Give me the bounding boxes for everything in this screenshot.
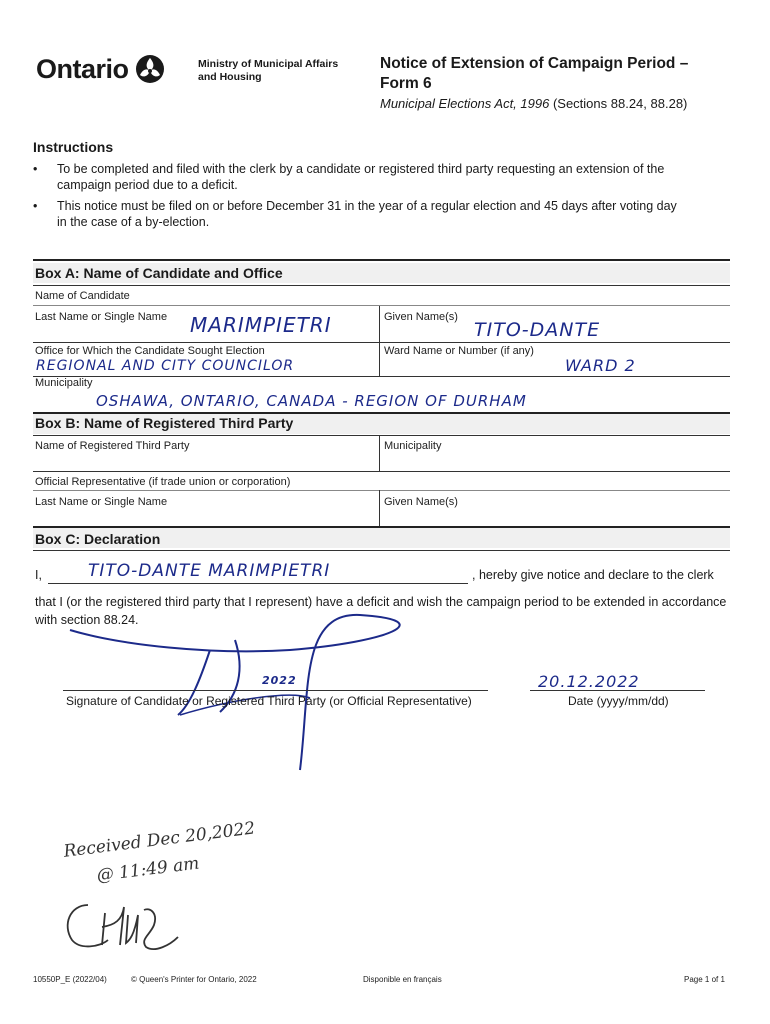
- box-a-heading: Box A: Name of Candidate and Office: [35, 265, 283, 281]
- official-rep-rule: [33, 490, 730, 491]
- last-name-field[interactable]: MARIMPIETRI: [190, 313, 332, 337]
- box-b-heading: Box B: Name of Registered Third Party: [35, 415, 294, 431]
- page-number: Page 1 of 1: [684, 975, 725, 984]
- box-a-row-rule-1: [33, 342, 730, 343]
- box-a-row-rule-2: [33, 376, 730, 377]
- box-a-header-rule: [33, 285, 730, 286]
- ministry-line-2: and Housing: [198, 71, 262, 83]
- bullet-dot: •: [33, 162, 38, 176]
- municipality-label: Municipality: [35, 377, 93, 389]
- third-party-name-label: Name of Registered Third Party: [35, 440, 190, 452]
- box-a-divider-2: [379, 342, 380, 376]
- ministry-line-1: Ministry of Municipal Affairs: [198, 58, 339, 70]
- bullet-dot: •: [33, 199, 38, 213]
- instruction-1-line-1: To be completed and filed with the clerk by a candidate or registered third party requesting an extension of the: [57, 162, 665, 176]
- declaration-line-2: with section 88.24.: [35, 613, 139, 627]
- declarant-name-field[interactable]: TITO-DANTE MARIMPIETRI: [88, 561, 331, 581]
- box-b-divider-2: [379, 490, 380, 526]
- name-of-candidate-rule: [33, 305, 730, 306]
- office-field[interactable]: REGIONAL AND CITY COUNCILOR: [36, 358, 295, 374]
- ontario-wordmark: Ontario: [36, 53, 129, 84]
- act-sections: (Sections 88.24, 88.28): [549, 96, 688, 111]
- act-name: Municipal Elections Act, 1996: [380, 96, 550, 111]
- french-availability: Disponible en français: [363, 975, 442, 984]
- trillium-icon: [135, 54, 165, 84]
- instruction-bullet-2: [33, 198, 733, 230]
- box-b-header-rule: [33, 435, 730, 436]
- received-note-line-1: Received Dec 20,2022: [62, 818, 257, 862]
- declarant-name-rule: [48, 583, 468, 584]
- box-b-row-rule-1: [33, 471, 730, 472]
- box-c-header-rule: [33, 550, 730, 551]
- instruction-bullet-1: [33, 161, 733, 193]
- copyright: © Queen's Printer for Ontario, 2022: [131, 975, 257, 984]
- instruction-1-line-2: campaign period due to a deficit.: [57, 178, 238, 192]
- declaration-line-1: that I (or the registered third party that I represent) have a deficit and wish the campaign period to be extended in accordance: [35, 595, 727, 609]
- box-a-divider-1: [379, 306, 380, 342]
- received-note-line-2: @ 11:49 am: [95, 853, 201, 886]
- clerk-initials-scribble: [60, 895, 190, 955]
- official-rep-given-names-label: Given Name(s): [384, 496, 458, 508]
- box-b-divider-1: [379, 435, 380, 471]
- date-label: Date (yyyy/mm/dd): [568, 694, 669, 708]
- instruction-2-line-1: This notice must be filed on or before December 31 in the year of a regular election and 45 days after voting day: [57, 199, 677, 213]
- office-label: Office for Which the Candidate Sought Election: [35, 345, 265, 357]
- ward-field[interactable]: WARD 2: [565, 356, 636, 375]
- form-title-line-1: Notice of Extension of Campaign Period –: [380, 55, 689, 72]
- declaration-notice-text: , hereby give notice and declare to the clerk: [472, 568, 714, 582]
- instructions-heading: Instructions: [33, 139, 114, 155]
- last-name-label: Last Name or Single Name: [35, 311, 168, 323]
- ontario-logo: [36, 52, 165, 86]
- ward-label: Ward Name or Number (if any): [384, 345, 534, 357]
- form-title: [380, 54, 688, 94]
- date-rule: [530, 690, 705, 691]
- box-c-heading: Box C: Declaration: [35, 531, 161, 547]
- ministry-name: [198, 58, 338, 84]
- signature-label: Signature of Candidate or Registered Third Party (or Official Representative): [66, 694, 472, 708]
- municipality-field[interactable]: OSHAWA, ONTARIO, CANADA - REGION OF DURHAM: [96, 392, 527, 410]
- signature-year-field[interactable]: 2022: [262, 674, 297, 687]
- official-rep-last-name-label: Last Name or Single Name: [35, 496, 168, 508]
- signature-rule: [63, 690, 488, 691]
- date-field[interactable]: 20.12.2022: [538, 672, 640, 691]
- official-rep-label: Official Representative (if trade union or corporation): [35, 476, 291, 488]
- act-reference: [380, 96, 687, 111]
- given-names-field[interactable]: TITO-DANTE: [474, 319, 601, 341]
- form-title-line-2: Form 6: [380, 75, 432, 92]
- given-names-label: Given Name(s): [384, 311, 458, 323]
- received-note: [62, 815, 260, 894]
- third-party-municipality-label: Municipality: [384, 440, 442, 452]
- instruction-2-line-2: in the case of a by-election.: [57, 215, 210, 229]
- form-code: 10550P_E (2022/04): [33, 975, 107, 984]
- declaration-i-label: I,: [35, 568, 42, 582]
- name-of-candidate-label: Name of Candidate: [35, 290, 130, 302]
- box-a-top-rule: [33, 259, 730, 261]
